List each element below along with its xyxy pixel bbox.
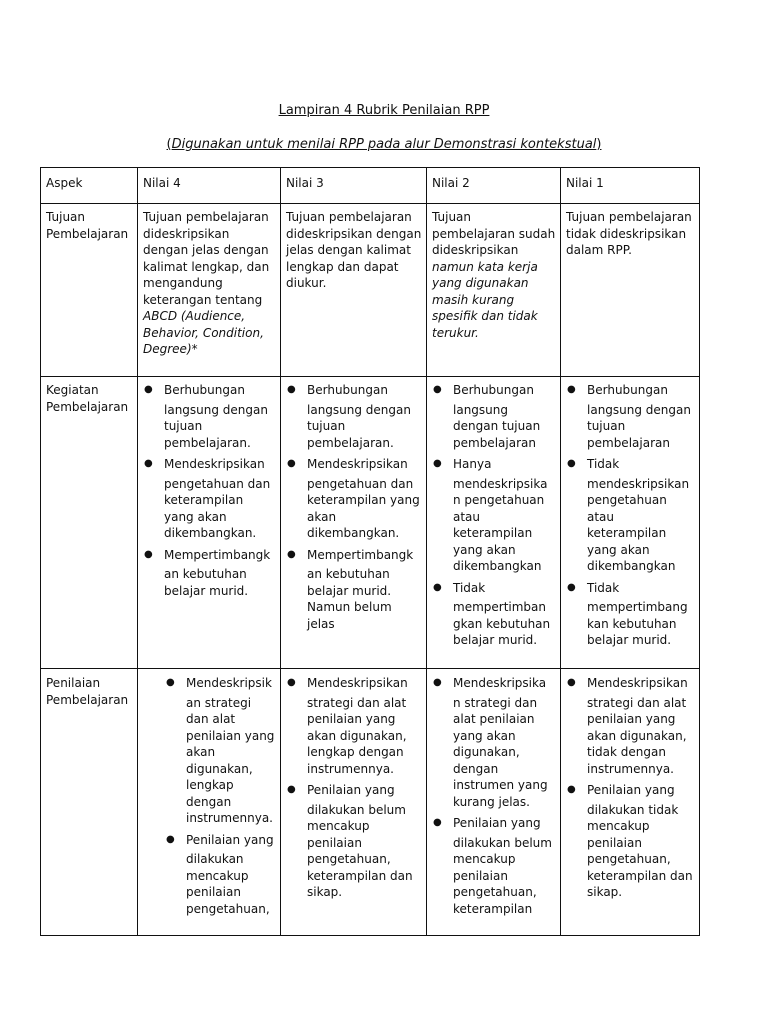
bullet-rest: strategi dan alat penilaian yang akan digunakan, lengkap dengan instrumennya. xyxy=(307,695,407,776)
subtitle-text: Digunakan untuk menilai RPP pada alur Demonstrasi kontekstual xyxy=(171,137,597,152)
cell-text: Tujuan pembelajaran sudah dideskripsikan xyxy=(432,210,556,257)
cell-text: Tujuan pembelajaran dideskripsikan dengan jelas dengan kalimat lengkap dan dapat diukur. xyxy=(286,210,422,290)
bullet-first-line: ● Tidak xyxy=(453,580,486,595)
table-row xyxy=(41,377,700,669)
list-item xyxy=(432,382,556,451)
list-item xyxy=(432,675,556,810)
nilai-1-cell xyxy=(561,669,700,936)
table-row xyxy=(41,669,700,936)
bullet-list xyxy=(432,382,556,649)
list-item xyxy=(143,382,276,451)
list-item xyxy=(165,675,276,827)
nilai-2-cell xyxy=(427,669,561,936)
aspek-cell: Tujuan Pembelajaran xyxy=(41,204,138,377)
bullet-first-line: ● Penilaian yang xyxy=(186,832,274,847)
nilai-3-cell xyxy=(281,377,427,669)
bullet-list xyxy=(286,382,422,632)
list-item xyxy=(286,547,422,633)
header-nilai-2: Nilai 2 xyxy=(427,168,561,204)
bullet-list xyxy=(432,675,556,917)
bullet-first-line: ● Mendeskripsikan xyxy=(307,676,408,690)
bullet-rest: pengetahuan dan keterampilan yang akan dikembangkan. xyxy=(164,476,271,540)
subtitle-open-paren: ( xyxy=(166,137,172,152)
cell-text: Tujuan pembelajaran dideskripsikan dengan jelas dengan kalimat lengkap, dan mengandung keterangan tentang xyxy=(143,210,270,307)
bullet-rest: dilakukan belum mencakup penilaian pengetahuan, keterampilan dan sikap. xyxy=(307,802,413,899)
subtitle-close-paren: ) xyxy=(596,137,602,152)
aspek-cell: Penilaian Pembelajaran xyxy=(41,669,138,936)
bullet-first-line: ● Mendeskripsikan xyxy=(164,457,265,471)
header-nilai-3: Nilai 3 xyxy=(281,168,427,204)
bullet-rest: langsung dengan tujuan pembelajaran xyxy=(587,402,691,450)
list-item xyxy=(143,456,276,542)
table-row xyxy=(41,204,700,377)
list-item xyxy=(286,456,422,542)
list-item xyxy=(566,382,695,451)
bullet-rest: an kebutuhan belajar murid. xyxy=(164,567,249,598)
list-item xyxy=(286,782,422,901)
bullet-rest: dilakukan mencakup penilaian pengetahuan, xyxy=(186,852,270,916)
bullet-rest: langsung dengan tujuan pembelajaran xyxy=(453,402,541,450)
list-item xyxy=(566,456,695,575)
nilai-2-cell xyxy=(427,377,561,669)
bullet-first-line: ● Berhubungan xyxy=(307,383,388,397)
bullet-first-line: ● Mempertimbangk xyxy=(164,547,271,562)
bullet-first-line: ● Mendeskripsik xyxy=(186,676,272,690)
rubric-table xyxy=(40,167,700,936)
bullet-rest: n strategi dan alat penilaian yang akan digunakan, dengan instrumen yang kurang jelas. xyxy=(453,695,548,809)
list-item xyxy=(143,547,276,600)
bullet-rest: pengetahuan dan keterampilan yang akan dikembangkan. xyxy=(307,476,420,540)
bullet-rest: an kebutuhan belajar murid. Namun belum jelas xyxy=(307,567,392,631)
bullet-list xyxy=(566,675,695,901)
list-item xyxy=(432,456,556,575)
bullet-first-line: ● Berhubungan xyxy=(164,383,245,397)
bullet-rest: mendeskripsika n pengetahuan atau keterampilan yang akan dikembangkan xyxy=(453,476,548,573)
nilai-4-cell xyxy=(138,377,281,669)
bullet-rest: langsung dengan tujuan pembelajaran. xyxy=(307,402,411,450)
bullet-rest: dilakukan belum mencakup penilaian pengetahuan, keterampilan xyxy=(453,835,552,916)
bullet-first-line: ● Mendeskripsika xyxy=(453,676,547,690)
bullet-first-line: ● Berhubungan xyxy=(453,383,534,397)
bullet-first-line: ● Tidak xyxy=(587,580,620,595)
list-item xyxy=(165,832,276,918)
list-item xyxy=(566,782,695,901)
cell-italic-text: ABCD (Audience, Behavior, Condition, Degree)* xyxy=(143,309,264,356)
bullet-list xyxy=(286,675,422,901)
bullet-list xyxy=(143,382,276,599)
list-item xyxy=(286,675,422,777)
nilai-4-cell xyxy=(138,669,281,936)
bullet-rest: mempertimban gkan kebutuhan belajar murid. xyxy=(453,600,551,647)
document-subtitle xyxy=(0,137,768,152)
bullet-rest: mempertimbang kan kebutuhan belajar murid. xyxy=(587,600,688,647)
bullet-first-line: ● Tidak xyxy=(587,457,620,471)
header-row xyxy=(41,168,700,204)
list-item xyxy=(566,580,695,649)
document-title: Lampiran 4 Rubrik Penilaian RPP xyxy=(278,103,490,118)
nilai-3-cell xyxy=(281,204,427,377)
bullet-list xyxy=(165,675,276,917)
bullet-first-line: ● Mendeskripsikan xyxy=(307,457,408,471)
nilai-4-cell xyxy=(138,204,281,377)
bullet-first-line: ● Mendeskripsikan xyxy=(587,676,688,690)
header-aspek: Aspek xyxy=(41,168,138,204)
bullet-first-line: ● Mempertimbangk xyxy=(307,547,414,562)
bullet-first-line: ● Penilaian yang xyxy=(453,816,541,830)
list-item xyxy=(286,382,422,451)
header-nilai-4: Nilai 4 xyxy=(138,168,281,204)
bullet-rest: dilakukan tidak mencakup penilaian pengetahuan, keterampilan dan sikap. xyxy=(587,802,693,899)
nilai-1-cell xyxy=(561,204,700,377)
bullet-first-line: ● Hanya xyxy=(453,457,492,471)
bullet-rest: mendeskripsikan pengetahuan atau keterampilan yang akan dikembangkan xyxy=(587,476,690,573)
nilai-2-cell xyxy=(427,204,561,377)
bullet-rest: langsung dengan tujuan pembelajaran. xyxy=(164,402,268,450)
list-item xyxy=(432,815,556,917)
list-item xyxy=(432,580,556,649)
cell-italic-text: namun kata kerja yang digunakan masih kurang spesifik dan tidak terukur. xyxy=(432,259,538,340)
bullet-first-line: ● Penilaian yang xyxy=(307,783,395,797)
bullet-rest: an strategi dan alat penilaian yang akan digunakan, lengkap dengan instrumennya. xyxy=(186,695,275,825)
nilai-3-cell xyxy=(281,669,427,936)
aspek-cell: Kegiatan Pembelajaran xyxy=(41,377,138,669)
nilai-1-cell xyxy=(561,377,700,669)
header-nilai-1: Nilai 1 xyxy=(561,168,700,204)
list-item xyxy=(566,675,695,777)
bullet-first-line: ● Berhubungan xyxy=(587,383,668,397)
cell-text: Tujuan pembelajaran tidak dideskripsikan dalam RPP. xyxy=(566,210,692,257)
bullet-list xyxy=(566,382,695,649)
bullet-first-line: ● Penilaian yang xyxy=(587,783,675,797)
bullet-rest: strategi dan alat penilaian yang akan digunakan, tidak dengan instrumennya. xyxy=(587,695,687,776)
